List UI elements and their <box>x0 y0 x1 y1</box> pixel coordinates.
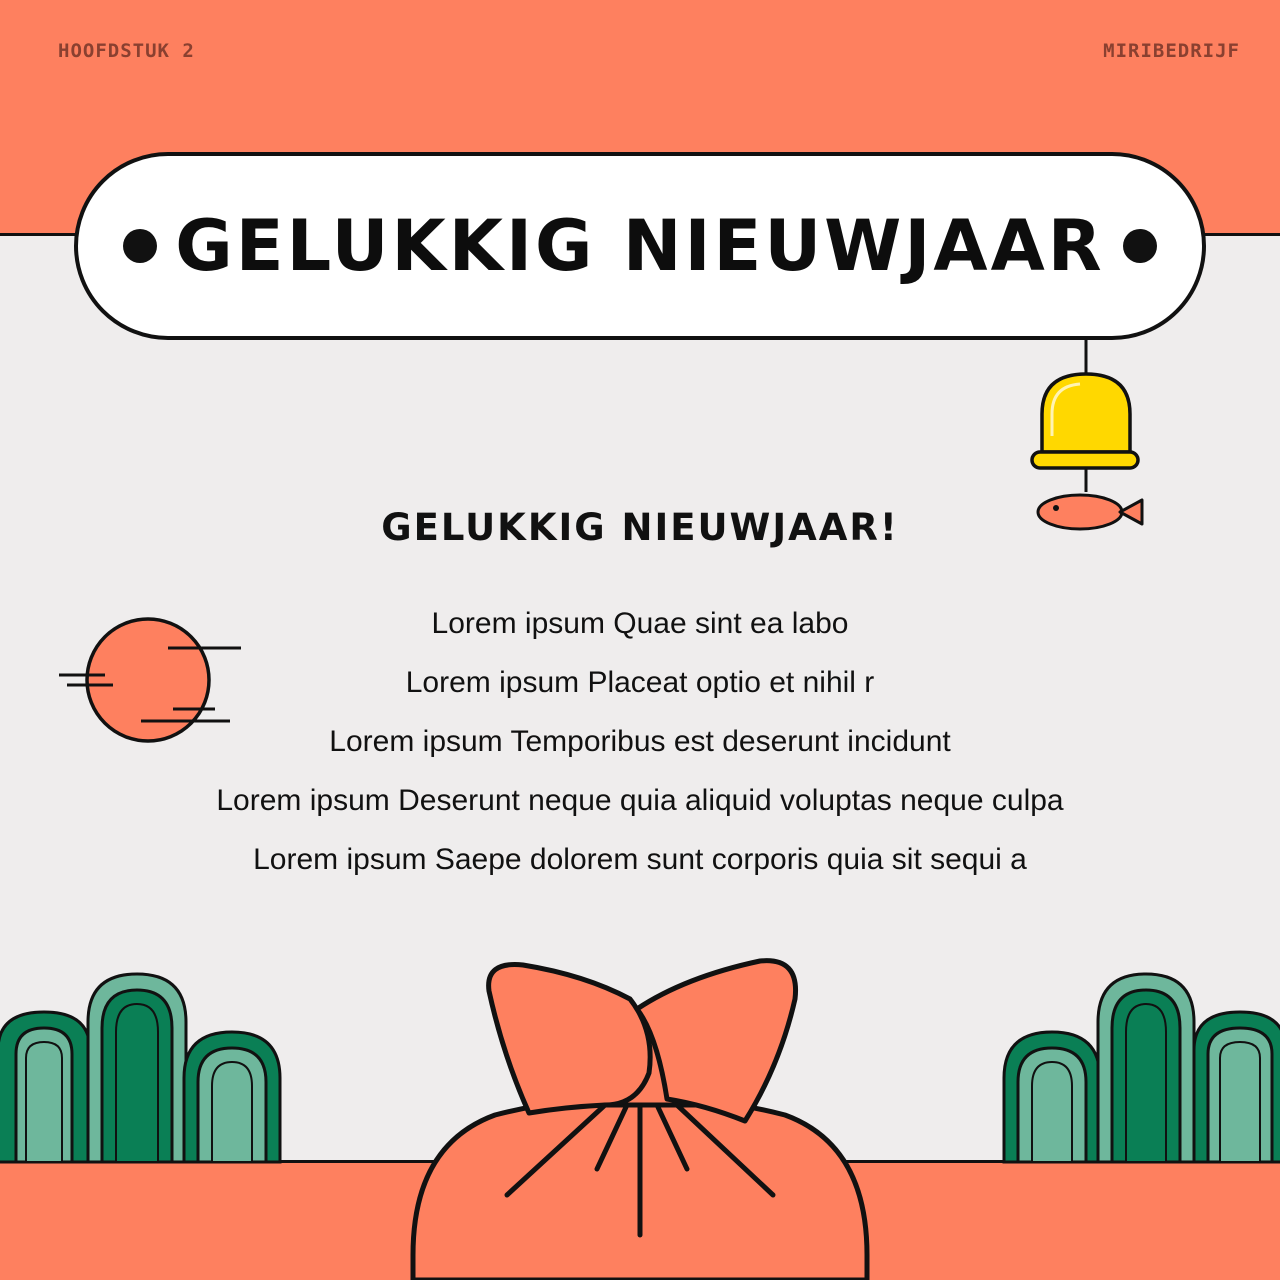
title-banner <box>74 152 1206 340</box>
bullet-dot-right <box>1123 229 1157 263</box>
page-title: GELUKKIG NIEUWJAAR <box>175 205 1105 287</box>
chapter-label: HOOFDSTUK 2 <box>58 40 195 62</box>
lucky-bag-icon <box>405 955 875 1280</box>
body-line: Lorem ipsum Temporibus est deserunt incidunt <box>329 725 951 758</box>
section-heading: GELUKKIG NIEUWJAAR! <box>381 506 899 549</box>
body-line: Lorem ipsum Placeat optio et nihil r <box>405 666 875 699</box>
body-line: Lorem ipsum Deserunt neque quia aliquid voluptas neque culpa <box>216 784 1064 817</box>
hills-left <box>0 970 285 1165</box>
body-text <box>120 600 1160 895</box>
bullet-dot-left <box>123 229 157 263</box>
hills-right <box>1000 970 1280 1165</box>
body-line: Lorem ipsum Quae sint ea labo <box>431 607 849 640</box>
body-line: Lorem ipsum Saepe dolorem sunt corporis quia sit sequi a <box>253 843 1027 876</box>
company-label: MIRIBEDRIJF <box>1103 40 1240 62</box>
